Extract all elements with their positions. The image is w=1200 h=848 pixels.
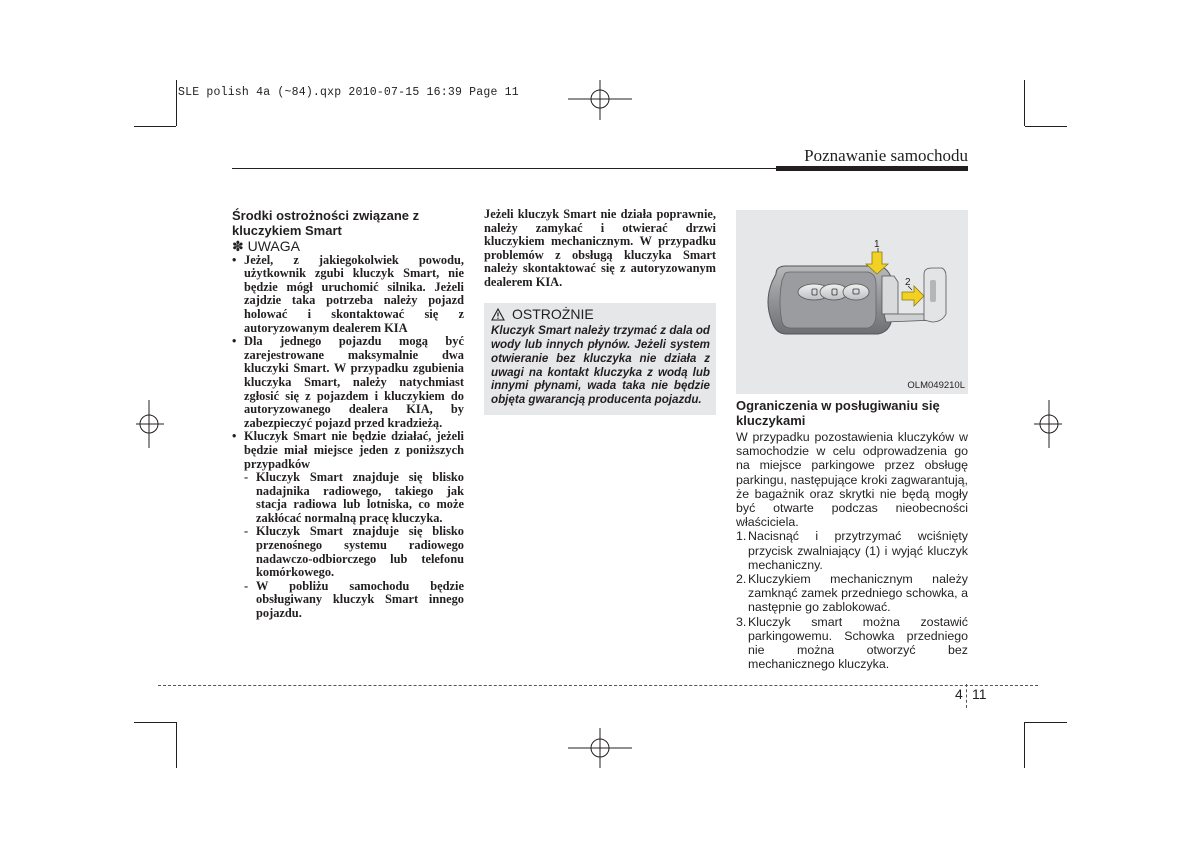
figure-code: OLM049210L: [907, 380, 965, 392]
registration-mark-right-icon: [1034, 400, 1062, 448]
registration-mark-bottom-icon: [568, 728, 632, 768]
figure-callout-2: 2: [905, 277, 911, 288]
warning-triangle-icon: [491, 308, 505, 321]
sub-list-item: - Kluczyk Smart znajduje się blisko przenośnego systemu radiowego nadawczo-odbiorczego lub telefonu komórkowego.: [244, 524, 464, 580]
smart-key-illustration-icon: [736, 210, 968, 394]
list-item: 3. Kluczyk smart można zostawić parkingowemu. Schowka przedniego nie można otworzyć bez mechanicznego kluczyka.: [736, 614, 968, 672]
figure-callout-1: 1: [874, 239, 880, 250]
column-1: [232, 209, 464, 621]
chapter-number: 4: [955, 686, 963, 702]
note-symbol-icon: ✽: [232, 238, 244, 254]
smart-key-figure: [736, 210, 968, 394]
caution-text: Kluczyk Smart należy trzymać z dala od wody lub innych płynów. Jeżeli system otwieranie bez kluczyka nie działa z uwagi na kontakt kluczyka z wodą lub innymi płynami, wada taka nie będzie objęta gwarancją producenta pojazdu.: [491, 324, 710, 407]
registration-mark-top-icon: [568, 80, 632, 120]
registration-mark-left-icon: [136, 400, 164, 448]
list-item: 1. Nacisnąć i przytrzymać wciśnięty przycisk zwalniający (1) i wyjąć kluczyk mechaniczny.: [736, 529, 968, 572]
list-item: • Jeżel, z jakiegokolwiek powodu, użytkownik zgubi kluczyk Smart, nie będzie mógł uruchomić silnika. Jeżeli zajdzie taka potrzeba należy pojazd holować i skontaktować się z autoryzowanym dealerem KIA: [232, 254, 464, 336]
malfunction-paragraph: Jeżeli kluczyk Smart nie działa poprawnie, należy zamykać i otwierać drzwi kluczykiem mechanicznym. W przypadku problemów z obsługą kluczyka Smart należy skontaktować się z autoryzowanym dealerem KIA.: [484, 207, 716, 289]
sub-list-item: - W pobliżu samochodu będzie obsługiwany kluczyk Smart innego pojazdu.: [244, 578, 464, 621]
list-item: • Kluczyk Smart nie będzie działać, jeżeli będzie miał miejsce jeden z poniższych przypadków: [232, 430, 464, 471]
caution-title: OSTROŻNIE: [491, 308, 710, 322]
header-bar: [776, 166, 968, 171]
section-title: Poznawanie samochodu: [804, 146, 968, 165]
footer-rule: [158, 685, 1038, 686]
key-restrictions-heading: Ograniczenia w posługiwaniu się kluczykami: [736, 398, 940, 428]
caution-box: [484, 303, 716, 415]
sub-list-item: - Kluczyk Smart znajduje się blisko nadajnika radiowego, takiego jak stacja radiowa lub lotniska, co może zakłócać normalną pracę kluczyka.: [244, 470, 464, 525]
key-restrictions-intro: W przypadku pozostawienia kluczyków w samochodzie w celu odprowadzenia go na miejsce parkingowe przez obsługę parkingu, następujące kroki zagwarantują, że bagażnik oraz skrytki nie będą mogły być otwarte podczas nieobecności właściciela.: [736, 430, 968, 530]
print-slug: SLE polish 4a (~84).qxp 2010-07-15 16:39 Page 11: [178, 86, 519, 99]
smart-key-precautions-heading: Środki ostrożności związane z kluczykiem Smart: [232, 208, 420, 238]
column-3: [736, 210, 968, 671]
page-number-separator: [966, 684, 968, 708]
list-item: • Dla jednego pojazdu mogą być zarejestrowane maksymalnie dwa kluczyki Smart. W przypadku zgubienia kluczyka Smart, należy natychmiast zgłosić się z pojazdem i kluczykiem do autoryzowanego dealera KIA, by zabezpieczyć pojazd przed kradzieżą.: [232, 335, 464, 430]
list-item: 2. Kluczykiem mechanicznym należy zamknąć zamek przedniego schowka, a następnie go zablokować.: [736, 572, 968, 615]
column-2: [484, 208, 716, 415]
note-title: ✽ UWAGA: [232, 238, 300, 254]
page-number: 11: [972, 686, 987, 702]
